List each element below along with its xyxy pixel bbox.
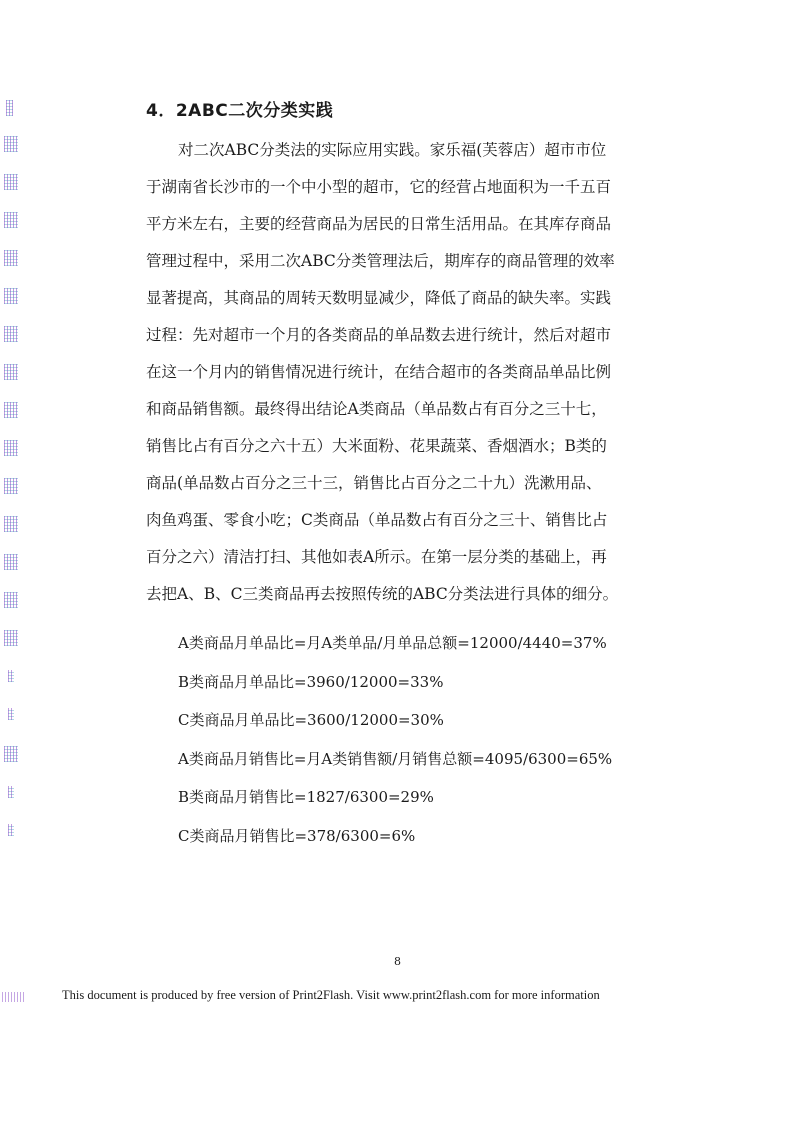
body-paragraph — [146, 132, 654, 613]
margin-artifact — [8, 708, 14, 720]
margin-artifact — [8, 824, 14, 836]
margin-artifact — [4, 402, 18, 418]
paragraph-line: 商品(单品数占百分之三十三，销售比占百分之二十九）洗漱用品、 — [146, 474, 602, 492]
margin-artifact — [6, 100, 13, 116]
margin-artifact — [4, 212, 18, 228]
margin-artifact — [4, 516, 18, 532]
section-heading: 4．2ABC二次分类实践 — [146, 101, 334, 121]
footer-artifact — [2, 992, 24, 1002]
paragraph-line: 销售比占有百分之六十五）大米面粉、花果蔬菜、香烟酒水；B类的 — [146, 437, 607, 455]
formula-c-sales-ratio: C类商品月销售比=378/6300=6% — [178, 826, 416, 845]
paragraph-line: 显著提高，其商品的周转天数明显减少，降低了商品的缺失率。实践 — [146, 289, 612, 307]
margin-artifact — [4, 746, 18, 762]
paragraph-line: 和商品销售额。最终得出结论A类商品（单品数占有百分之三十七， — [146, 400, 607, 418]
page-number: 8 — [394, 955, 401, 968]
formula-a-sales-ratio: A类商品月销售比=月A类销售额/月销售总额=4095/6300=65% — [178, 749, 613, 768]
margin-artifact — [4, 440, 18, 456]
formula-b-sales-ratio: B类商品月销售比=1827/6300=29% — [178, 788, 434, 807]
paragraph-line: 平方米左右，主要的经营商品为居民的日常生活用品。在其库存商品 — [146, 215, 612, 233]
formula-list — [178, 624, 612, 856]
margin-artifact — [4, 592, 18, 608]
formula-c-item-ratio: C类商品月单品比=3600/12000=30% — [178, 711, 444, 730]
margin-artifact — [4, 136, 18, 152]
margin-artifact — [4, 478, 18, 494]
paragraph-line: 管理过程中，采用二次ABC分类管理法后，期库存的商品管理的效率 — [146, 252, 615, 270]
paragraph-line: 百分之六）清洁打扫、其他如表A所示。在第一层分类的基础上，再 — [146, 548, 607, 566]
margin-artifact — [4, 364, 18, 380]
paragraph-line: 肉鱼鸡蛋、零食小吃；C类商品（单品数占有百分之三十、销售比占 — [146, 511, 608, 529]
paragraph-line: 对二次ABC分类法的实际应用实践。家乐福(芙蓉店）超市市位 — [178, 141, 607, 159]
watermark-footer: This document is produced by free version of Print2Flash. Visit www.print2flash.com for more information — [62, 988, 600, 1002]
formula-a-item-ratio: A类商品月单品比=月A类单品/月单品总额=12000/4440=37% — [178, 634, 607, 652]
formula-b-item-ratio: B类商品月单品比=3960/12000=33% — [178, 672, 444, 691]
margin-artifact — [8, 786, 14, 798]
margin-artifact — [4, 174, 18, 190]
margin-artifact — [4, 554, 18, 570]
margin-artifact — [4, 288, 18, 304]
margin-artifact — [4, 326, 18, 342]
margin-artifact — [4, 250, 18, 266]
paragraph-line: 于湖南省长沙市的一个中小型的超市，它的经营占地面积为一千五百 — [146, 178, 612, 196]
margin-artifact — [8, 670, 14, 682]
paragraph-line: 在这一个月内的销售情况进行统计，在结合超市的各类商品单品比例 — [146, 363, 612, 381]
paragraph-line: 去把A、B、C三类商品再去按照传统的ABC分类法进行具体的细分。 — [146, 585, 619, 603]
margin-artifact — [4, 630, 18, 646]
paragraph-line: 过程：先对超市一个月的各类商品的单品数去进行统计，然后对超市 — [146, 326, 612, 344]
